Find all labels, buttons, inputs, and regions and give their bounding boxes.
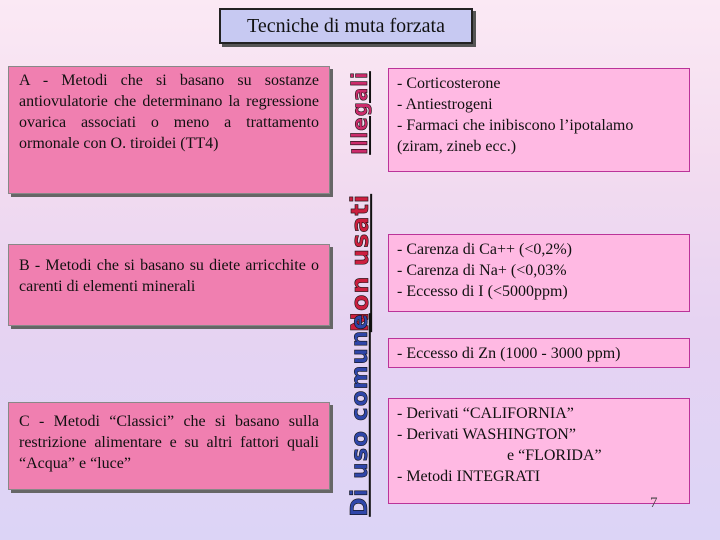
list-item: - Derivati WASHINGTON” [397,426,576,443]
section-b-box [8,244,330,326]
list-item: - Metodi INTEGRATI [397,468,541,485]
list-item: - Farmaci che inibiscono l’ipotalamo (ziram, zineb ecc.) [397,117,634,155]
list-item: - Eccesso di I (<5000ppm) [397,283,568,300]
slide-title: Tecniche di muta forzata [219,8,473,44]
section-b-list [388,234,690,312]
section-b-extra [388,338,690,368]
list-item: - Carenza di Ca++ (<0,2%) [397,241,573,258]
label-common-use: Di uso comune [347,313,374,517]
label-illegal: Illegali [348,71,372,155]
list-item: - Derivati “CALIFORNIA” [397,405,574,422]
section-c-text: C - Metodi “Classici” che si basano sulla restrizione alimentare e su altri fattori quali “Acqua” e “luce” [19,413,319,472]
page-number: 7 [650,495,658,511]
label-not-used: Non usati [346,193,374,333]
list-item: - Carenza di Na+ (<0,03% [397,262,567,279]
list-item: - Corticosterone [397,75,501,92]
section-b-text: B - Metodi che si basano su diete arricchite o carenti di elementi minerali [19,257,319,295]
section-a-box [8,66,330,194]
section-c-list [388,398,690,504]
section-c-box [8,402,330,490]
section-a-text: A - Metodi che si basano su sostanze antiovulatorie che determinano la regressione ovarica associati o meno a trattamento ormonale con O. tiroidei (TT4) [19,72,319,152]
list-item: - Antiestrogeni [397,96,493,113]
list-item: e “FLORIDA” [507,447,602,464]
section-a-list [388,68,690,172]
list-item: - Eccesso di Zn (1000 - 3000 ppm) [397,345,621,362]
